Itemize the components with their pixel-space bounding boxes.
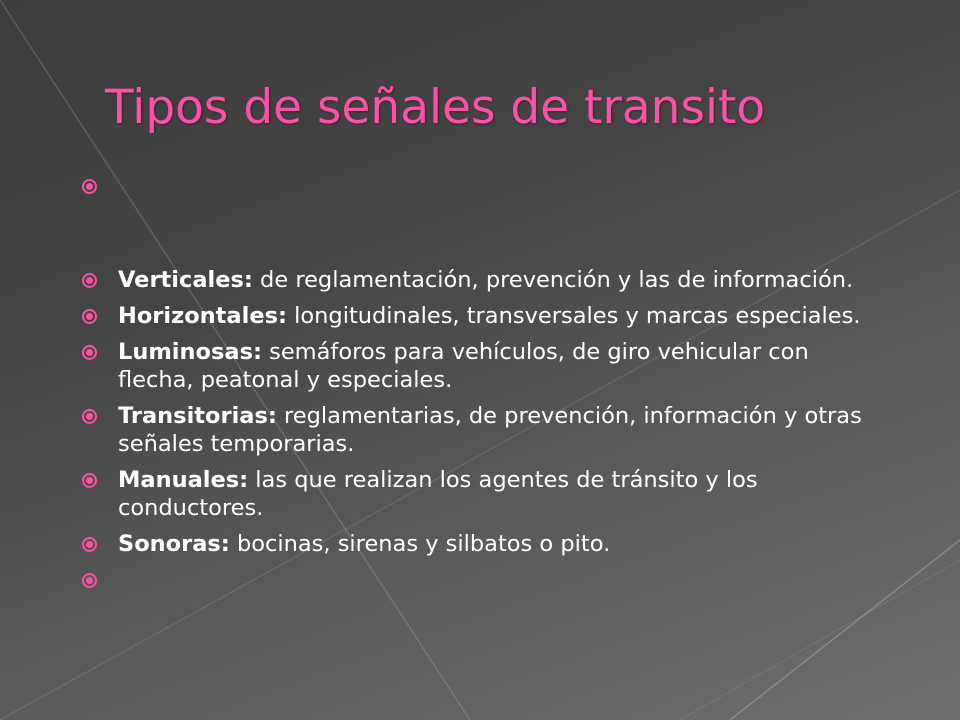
bullet-item-luminosas (78, 338, 878, 394)
item-term: Manuales: (118, 467, 249, 493)
bullet-item-manuales (78, 466, 878, 522)
circle-dot-bullet-icon (82, 179, 97, 194)
item-text: de reglamentación, prevención y las de información. (252, 267, 854, 293)
circle-dot-bullet-icon (82, 573, 97, 588)
bullet-item-verticales (78, 266, 878, 294)
item-term: Verticales: (118, 267, 253, 293)
circle-dot-bullet-icon (82, 473, 97, 488)
bullet-list (78, 172, 878, 602)
list-spacer (78, 208, 878, 266)
item-term: Luminosas: (118, 339, 262, 365)
circle-dot-bullet-icon (82, 409, 97, 424)
bullet-item-empty-bottom (78, 566, 878, 594)
item-text: las que realizan los agentes de tránsito y los conductores. (118, 467, 758, 521)
item-text: reglamentarias, de prevención, información y otras señales temporarias. (118, 403, 862, 457)
bullet-item-sonoras (78, 530, 878, 558)
item-text: semáforos para vehículos, de giro vehicular con flecha, peatonal y especiales. (118, 339, 809, 393)
circle-dot-bullet-icon (82, 537, 97, 552)
item-text: bocinas, sirenas y silbatos o pito. (229, 531, 611, 557)
item-term: Horizontales: (118, 303, 287, 329)
bullet-item-horizontales (78, 302, 878, 330)
bullet-item-transitorias (78, 402, 878, 458)
slide-title: Tipos de señales de transito (105, 80, 766, 135)
bullet-item-empty-top (78, 172, 878, 200)
item-term: Transitorias: (118, 403, 277, 429)
circle-dot-bullet-icon (82, 273, 97, 288)
item-text: longitudinales, transversales y marcas especiales. (286, 303, 861, 329)
item-term: Sonoras: (118, 531, 230, 557)
circle-dot-bullet-icon (82, 309, 97, 324)
circle-dot-bullet-icon (82, 345, 97, 360)
